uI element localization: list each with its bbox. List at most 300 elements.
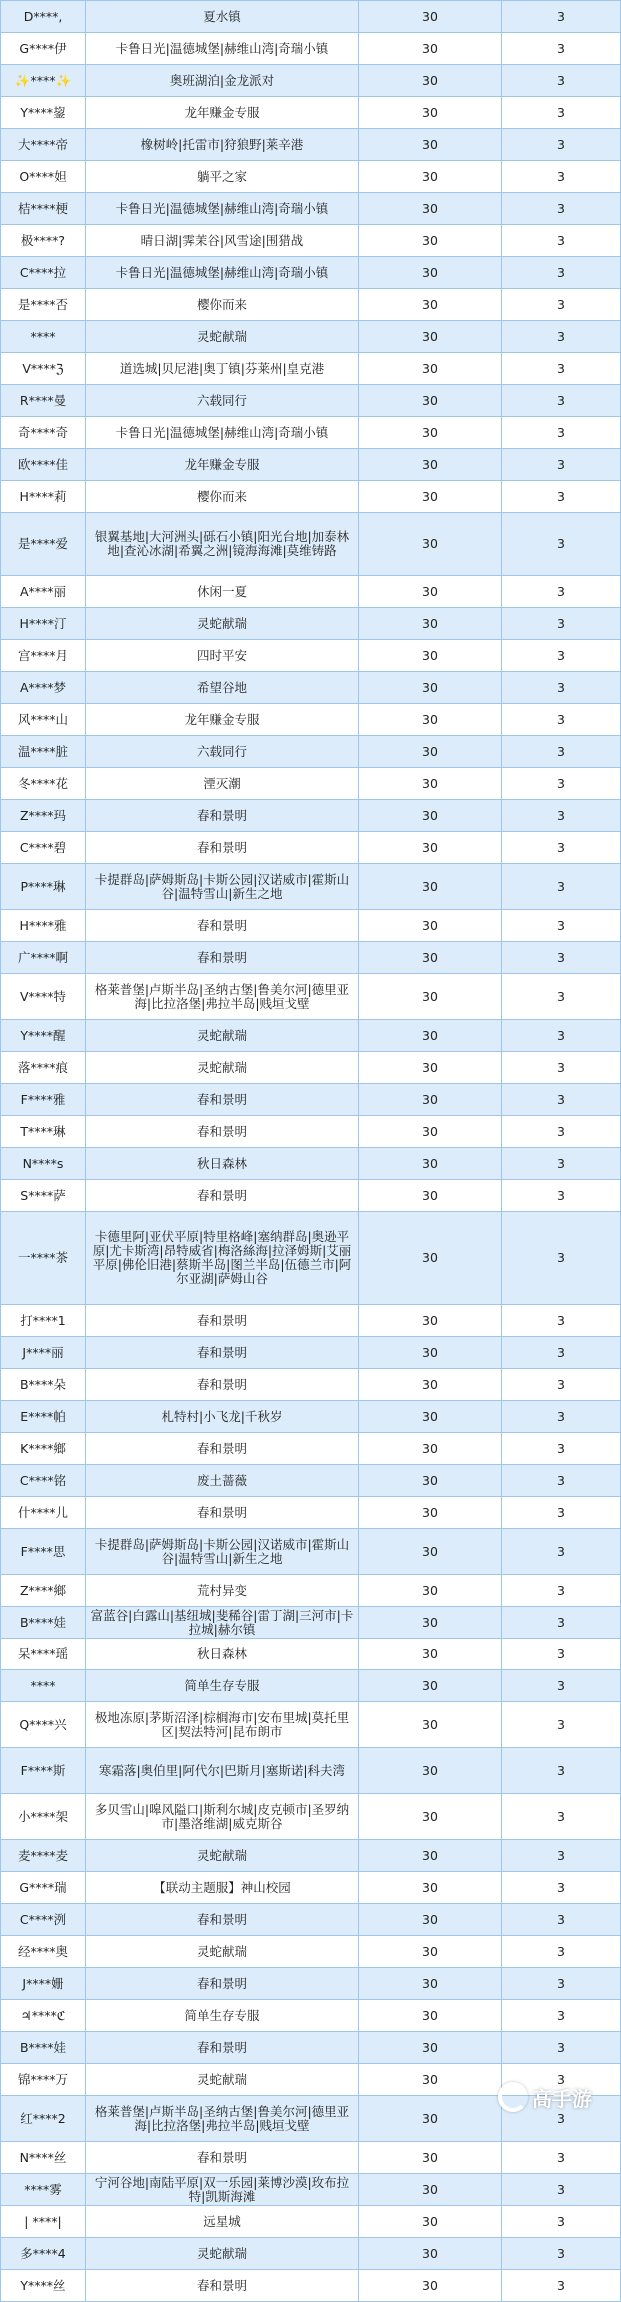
player-name-cell: 风****山 (1, 704, 86, 736)
count-cell: 3 (502, 2206, 621, 2238)
level-cell: 30 (359, 910, 502, 942)
level-cell: 30 (359, 1794, 502, 1840)
player-name-cell: E****帕 (1, 1401, 86, 1433)
server-cell: 春和景明 (86, 942, 359, 974)
table-row (1, 672, 621, 704)
level-cell: 30 (359, 942, 502, 974)
count-cell: 3 (502, 864, 621, 910)
server-cell: 夏水镇 (86, 1, 359, 33)
player-name-cell: Z****鄉 (1, 1575, 86, 1607)
count-cell: 3 (502, 193, 621, 225)
level-cell: 30 (359, 1465, 502, 1497)
watermark-text: 高手游 (532, 2086, 592, 2111)
server-cell: 灵蛇献瑞 (86, 1052, 359, 1084)
player-name-cell: O****妲 (1, 161, 86, 193)
server-cell: 樱你而来 (86, 481, 359, 513)
player-name-cell: 温****脏 (1, 736, 86, 768)
server-cell: 六载同行 (86, 736, 359, 768)
count-cell: 3 (502, 225, 621, 257)
count-cell: 3 (502, 417, 621, 449)
level-cell: 30 (359, 193, 502, 225)
table-row (1, 1148, 621, 1180)
count-cell: 3 (502, 2064, 621, 2096)
server-cell: 卡鲁日光|温德城堡|赫维山湾|奇瑞小镇 (86, 33, 359, 65)
server-cell: 春和景明 (86, 1968, 359, 2000)
server-cell: 湮灭潮 (86, 768, 359, 800)
server-cell: 龙年赚金专服 (86, 704, 359, 736)
player-name-cell: V****ℨ (1, 353, 86, 385)
server-cell: 富蓝谷|白露山|基纽城|斐稀谷|雷丁湖|三河市|卡拉城|赫尔镇 (86, 1607, 359, 1639)
count-cell: 3 (502, 2270, 621, 2302)
level-cell: 30 (359, 576, 502, 608)
player-name-cell: G****伊 (1, 33, 86, 65)
table-row (1, 193, 621, 225)
table-row (1, 481, 621, 513)
level-cell: 30 (359, 1872, 502, 1904)
server-cell: 休闲一夏 (86, 576, 359, 608)
server-cell: 卡提群岛|萨姆斯岛|卡斯公园|汉诺威市|霍斯山谷|温特雪山|新生之地 (86, 864, 359, 910)
player-name-cell: ****雾 (1, 2174, 86, 2206)
level-cell: 30 (359, 1748, 502, 1794)
level-cell: 30 (359, 2000, 502, 2032)
table-row (1, 2238, 621, 2270)
server-cell: 秋日森林 (86, 1639, 359, 1670)
level-cell: 30 (359, 672, 502, 704)
player-name-cell: C****洌 (1, 1904, 86, 1936)
count-cell: 3 (502, 1084, 621, 1116)
count-cell: 3 (502, 1968, 621, 2000)
count-cell: 3 (502, 385, 621, 417)
player-name-cell: B****朵 (1, 1369, 86, 1401)
player-name-cell: 是****否 (1, 289, 86, 321)
server-cell: 春和景明 (86, 2142, 359, 2174)
table-row (1, 289, 621, 321)
server-cell: 卡提群岛|萨姆斯岛|卡斯公园|汉诺威市|霍斯山谷|温特雪山|新生之地 (86, 1529, 359, 1575)
server-cell: 多贝雪山|嗥风隘口|斯利尔城|皮克顿市|圣罗纳市|墨洛维湖|威克斯谷 (86, 1794, 359, 1840)
table-row (1, 1497, 621, 1529)
table-row (1, 942, 621, 974)
server-cell: 橡树岭|托雷市|狩狼野|莱辛港 (86, 129, 359, 161)
count-cell: 3 (502, 257, 621, 289)
level-cell: 30 (359, 1401, 502, 1433)
player-name-cell: 落****痕 (1, 1052, 86, 1084)
count-cell: 3 (502, 1794, 621, 1840)
player-name-cell: 大****帝 (1, 129, 86, 161)
count-cell: 3 (502, 1840, 621, 1872)
level-cell: 30 (359, 65, 502, 97)
player-name-cell: A****丽 (1, 576, 86, 608)
player-name-cell: B****娃 (1, 1607, 86, 1639)
level-cell: 30 (359, 736, 502, 768)
server-cell: 卡鲁日光|温德城堡|赫维山湾|奇瑞小镇 (86, 193, 359, 225)
server-cell: 春和景明 (86, 1305, 359, 1337)
count-cell: 3 (502, 1497, 621, 1529)
table-row (1, 1116, 621, 1148)
player-name-cell: 多****4 (1, 2238, 86, 2270)
table-row (1, 1702, 621, 1748)
server-cell: 春和景明 (86, 1180, 359, 1212)
count-cell: 3 (502, 33, 621, 65)
table-row (1, 161, 621, 193)
count-cell: 3 (502, 1020, 621, 1052)
server-cell: 秋日森林 (86, 1148, 359, 1180)
level-cell: 30 (359, 1670, 502, 1702)
table-row (1, 1433, 621, 1465)
server-cell: 简单生存专服 (86, 2000, 359, 2032)
count-cell: 3 (502, 2000, 621, 2032)
level-cell: 30 (359, 449, 502, 481)
table-row (1, 1212, 621, 1305)
server-cell: 春和景明 (86, 1904, 359, 1936)
server-cell: 四时平安 (86, 640, 359, 672)
server-cell: 银翼基地|大河洲头|砾石小镇|阳光台地|加泰林地|查沁冰湖|希翼之洲|镜海海滩|莫维铸路 (86, 513, 359, 576)
level-cell: 30 (359, 1529, 502, 1575)
count-cell: 3 (502, 65, 621, 97)
level-cell: 30 (359, 2206, 502, 2238)
level-cell: 30 (359, 257, 502, 289)
count-cell: 3 (502, 97, 621, 129)
server-cell: 灵蛇献瑞 (86, 608, 359, 640)
count-cell: 3 (502, 449, 621, 481)
count-cell: 3 (502, 1607, 621, 1639)
count-cell: 3 (502, 640, 621, 672)
player-name-cell: H****雅 (1, 910, 86, 942)
count-cell: 3 (502, 161, 621, 193)
table-row (1, 640, 621, 672)
player-name-cell: 奇****奇 (1, 417, 86, 449)
count-cell: 3 (502, 704, 621, 736)
level-cell: 30 (359, 129, 502, 161)
level-cell: 30 (359, 2096, 502, 2142)
table-row (1, 910, 621, 942)
player-name-cell: C****拉 (1, 257, 86, 289)
server-cell: 格莱普堡|卢斯半岛|圣纳古堡|鲁美尔河|德里亚海|比拉洛堡|弗拉半岛|贱垣戈壁 (86, 2096, 359, 2142)
server-cell: 躺平之家 (86, 161, 359, 193)
server-cell: 晴日湖|霁茉谷|风雪途|围猎战 (86, 225, 359, 257)
table-row (1, 768, 621, 800)
player-name-cell: K****鄉 (1, 1433, 86, 1465)
count-cell: 3 (502, 1748, 621, 1794)
count-cell: 3 (502, 1212, 621, 1305)
table-row (1, 800, 621, 832)
player-name-cell: F****思 (1, 1529, 86, 1575)
server-cell: 灵蛇献瑞 (86, 321, 359, 353)
player-name-cell: ✨****✨ (1, 65, 86, 97)
server-cell: 卡鲁日光|温德城堡|赫维山湾|奇瑞小镇 (86, 417, 359, 449)
server-cell: 春和景明 (86, 1497, 359, 1529)
count-cell: 3 (502, 1529, 621, 1575)
table-row (1, 2174, 621, 2206)
table-row (1, 1020, 621, 1052)
count-cell: 3 (502, 2142, 621, 2174)
player-name-cell: Z****玛 (1, 800, 86, 832)
table-row (1, 129, 621, 161)
level-cell: 30 (359, 1840, 502, 1872)
player-name-cell: P****琳 (1, 864, 86, 910)
table-row (1, 2096, 621, 2142)
count-cell: 3 (502, 768, 621, 800)
level-cell: 30 (359, 1639, 502, 1670)
table-row (1, 1639, 621, 1670)
table-row (1, 2142, 621, 2174)
server-cell: 灵蛇献瑞 (86, 2238, 359, 2270)
player-name-cell: B****娃 (1, 2032, 86, 2064)
count-cell: 3 (502, 1180, 621, 1212)
player-name-cell: Y****丝 (1, 2270, 86, 2302)
count-cell: 3 (502, 576, 621, 608)
player-name-cell: C****碧 (1, 832, 86, 864)
level-cell: 30 (359, 974, 502, 1020)
table-row (1, 1794, 621, 1840)
count-cell: 3 (502, 942, 621, 974)
server-cell: 春和景明 (86, 1116, 359, 1148)
level-cell: 30 (359, 2064, 502, 2096)
server-cell: 龙年赚金专服 (86, 97, 359, 129)
level-cell: 30 (359, 1369, 502, 1401)
server-cell: 奥班湖泊|金龙派对 (86, 65, 359, 97)
table-row (1, 2000, 621, 2032)
table-row (1, 1337, 621, 1369)
server-cell: 札特村|小飞龙|千秋岁 (86, 1401, 359, 1433)
level-cell: 30 (359, 1148, 502, 1180)
player-name-cell: 是****爱 (1, 513, 86, 576)
server-cell: 宁河谷地|南陆平原|双一乐园|莱博沙漠|玫布拉特|凯斯海滩 (86, 2174, 359, 2206)
count-cell: 3 (502, 1052, 621, 1084)
player-name-cell: 欧****佳 (1, 449, 86, 481)
count-cell: 3 (502, 1872, 621, 1904)
table-row (1, 321, 621, 353)
server-cell: 春和景明 (86, 1369, 359, 1401)
player-name-cell: 打****1 (1, 1305, 86, 1337)
level-cell: 30 (359, 385, 502, 417)
server-cell: 春和景明 (86, 1084, 359, 1116)
table-row (1, 1529, 621, 1575)
count-cell: 3 (502, 1401, 621, 1433)
player-name-cell: 呆****瑶 (1, 1639, 86, 1670)
count-cell: 3 (502, 1670, 621, 1702)
level-cell: 30 (359, 2142, 502, 2174)
table-row (1, 33, 621, 65)
level-cell: 30 (359, 640, 502, 672)
ranking-table-body (1, 1, 621, 2302)
server-cell: 樱你而来 (86, 289, 359, 321)
count-cell: 3 (502, 1904, 621, 1936)
server-cell: 格莱普堡|卢斯半岛|圣纳古堡|鲁美尔河|德里亚海|比拉洛堡|弗拉半岛|贱垣戈壁 (86, 974, 359, 1020)
table-row (1, 1305, 621, 1337)
server-cell: 春和景明 (86, 2032, 359, 2064)
level-cell: 30 (359, 2032, 502, 2064)
count-cell: 3 (502, 1702, 621, 1748)
table-row (1, 864, 621, 910)
player-name-cell: D****, (1, 1, 86, 33)
level-cell: 30 (359, 1116, 502, 1148)
level-cell: 30 (359, 800, 502, 832)
player-name-cell: 极****? (1, 225, 86, 257)
table-row (1, 1968, 621, 2000)
table-row (1, 1936, 621, 1968)
count-cell: 3 (502, 910, 621, 942)
level-cell: 30 (359, 1020, 502, 1052)
table-row (1, 225, 621, 257)
server-cell: 春和景明 (86, 800, 359, 832)
level-cell: 30 (359, 1575, 502, 1607)
table-row (1, 1369, 621, 1401)
table-row (1, 353, 621, 385)
level-cell: 30 (359, 513, 502, 576)
server-cell: 灵蛇献瑞 (86, 1936, 359, 1968)
server-cell: 简单生存专服 (86, 1670, 359, 1702)
table-row (1, 1084, 621, 1116)
count-cell: 3 (502, 481, 621, 513)
player-name-cell: H****莉 (1, 481, 86, 513)
player-name-cell: F****雅 (1, 1084, 86, 1116)
table-row (1, 1840, 621, 1872)
count-cell: 3 (502, 2032, 621, 2064)
table-row (1, 1575, 621, 1607)
table-row (1, 97, 621, 129)
level-cell: 30 (359, 1607, 502, 1639)
count-cell: 3 (502, 832, 621, 864)
count-cell: 3 (502, 353, 621, 385)
player-name-cell: 宫****月 (1, 640, 86, 672)
table-row (1, 1465, 621, 1497)
server-cell: 希望谷地 (86, 672, 359, 704)
count-cell: 3 (502, 129, 621, 161)
count-cell: 3 (502, 1433, 621, 1465)
table-row (1, 1748, 621, 1794)
server-cell: 龙年赚金专服 (86, 449, 359, 481)
level-cell: 30 (359, 2238, 502, 2270)
count-cell: 3 (502, 1116, 621, 1148)
player-name-cell: S****萨 (1, 1180, 86, 1212)
level-cell: 30 (359, 1904, 502, 1936)
count-cell: 3 (502, 672, 621, 704)
count-cell: 3 (502, 1337, 621, 1369)
table-row (1, 65, 621, 97)
player-name-cell: **** (1, 321, 86, 353)
server-cell: 荒村异变 (86, 1575, 359, 1607)
server-cell: 极地冻原|茅斯沼泽|棕榈海市|安布里城|莫托里区|契法特河|昆布朗市 (86, 1702, 359, 1748)
player-name-cell: 广****啊 (1, 942, 86, 974)
table-row (1, 1607, 621, 1639)
player-name-cell: J****丽 (1, 1337, 86, 1369)
table-row (1, 608, 621, 640)
table-row (1, 417, 621, 449)
player-name-cell: 红****2 (1, 2096, 86, 2142)
player-name-cell: A****梦 (1, 672, 86, 704)
player-name-cell: T****琳 (1, 1116, 86, 1148)
player-name-cell: 小****架 (1, 1794, 86, 1840)
level-cell: 30 (359, 1180, 502, 1212)
count-cell: 3 (502, 2096, 621, 2142)
count-cell: 3 (502, 1575, 621, 1607)
level-cell: 30 (359, 289, 502, 321)
count-cell: 3 (502, 1936, 621, 1968)
table-row (1, 974, 621, 1020)
count-cell: 3 (502, 1465, 621, 1497)
player-name-cell: 麦****麦 (1, 1840, 86, 1872)
player-name-cell: 桔****梗 (1, 193, 86, 225)
level-cell: 30 (359, 1936, 502, 1968)
level-cell: 30 (359, 97, 502, 129)
level-cell: 30 (359, 1337, 502, 1369)
player-name-cell: Y****鋆 (1, 97, 86, 129)
count-cell: 3 (502, 1, 621, 33)
table-row (1, 832, 621, 864)
server-cell: 灵蛇献瑞 (86, 2064, 359, 2096)
table-row (1, 513, 621, 576)
table-row (1, 1401, 621, 1433)
server-cell: 春和景明 (86, 910, 359, 942)
server-cell: 道选城|贝尼港|奥丁镇|芬莱州|皇克港 (86, 353, 359, 385)
count-cell: 3 (502, 1305, 621, 1337)
player-name-cell: | ****| (1, 2206, 86, 2238)
table-row (1, 2032, 621, 2064)
player-name-cell: **** (1, 1670, 86, 1702)
player-name-cell: 锦****万 (1, 2064, 86, 2096)
table-row (1, 1904, 621, 1936)
count-cell: 3 (502, 2238, 621, 2270)
player-name-cell: G****瑞 (1, 1872, 86, 1904)
server-cell: 春和景明 (86, 832, 359, 864)
level-cell: 30 (359, 1052, 502, 1084)
count-cell: 3 (502, 736, 621, 768)
server-cell: 六载同行 (86, 385, 359, 417)
player-name-cell: N****丝 (1, 2142, 86, 2174)
count-cell: 3 (502, 974, 621, 1020)
table-row (1, 1, 621, 33)
table-row (1, 736, 621, 768)
player-name-cell: 一****茶 (1, 1212, 86, 1305)
level-cell: 30 (359, 608, 502, 640)
level-cell: 30 (359, 864, 502, 910)
table-row (1, 2064, 621, 2096)
level-cell: 30 (359, 1212, 502, 1305)
player-name-cell: J****姗 (1, 1968, 86, 2000)
player-name-cell: F****斯 (1, 1748, 86, 1794)
table-row (1, 449, 621, 481)
player-name-cell: C****铭 (1, 1465, 86, 1497)
level-cell: 30 (359, 1084, 502, 1116)
level-cell: 30 (359, 2174, 502, 2206)
player-name-cell: 经****奥 (1, 1936, 86, 1968)
count-cell: 3 (502, 513, 621, 576)
table-row (1, 385, 621, 417)
level-cell: 30 (359, 704, 502, 736)
level-cell: 30 (359, 417, 502, 449)
count-cell: 3 (502, 1639, 621, 1670)
level-cell: 30 (359, 2270, 502, 2302)
table-row (1, 2206, 621, 2238)
server-cell: 灵蛇献瑞 (86, 1840, 359, 1872)
server-cell: 卡德里阿|亚伏平原|特里格峰|塞纳群岛|奥逊平原|尤卡斯湾|昂特威省|梅洛絲海|拉泽姆斯|艾丽平原|佛伦旧港|蔡斯半岛|图兰半岛|伍德兰市|阿尔亚湖|萨姆山谷 (86, 1212, 359, 1305)
player-name-cell: 什****儿 (1, 1497, 86, 1529)
level-cell: 30 (359, 1433, 502, 1465)
server-cell: 【联动主题服】神山校园 (86, 1872, 359, 1904)
player-name-cell: 冬****花 (1, 768, 86, 800)
count-cell: 3 (502, 800, 621, 832)
level-cell: 30 (359, 33, 502, 65)
count-cell: 3 (502, 289, 621, 321)
server-cell: 春和景明 (86, 2270, 359, 2302)
level-cell: 30 (359, 832, 502, 864)
player-name-cell: ♃****ℭ (1, 2000, 86, 2032)
table-row (1, 1872, 621, 1904)
count-cell: 3 (502, 321, 621, 353)
server-cell: 卡鲁日光|温德城堡|赫维山湾|奇瑞小镇 (86, 257, 359, 289)
table-row (1, 576, 621, 608)
level-cell: 30 (359, 1497, 502, 1529)
